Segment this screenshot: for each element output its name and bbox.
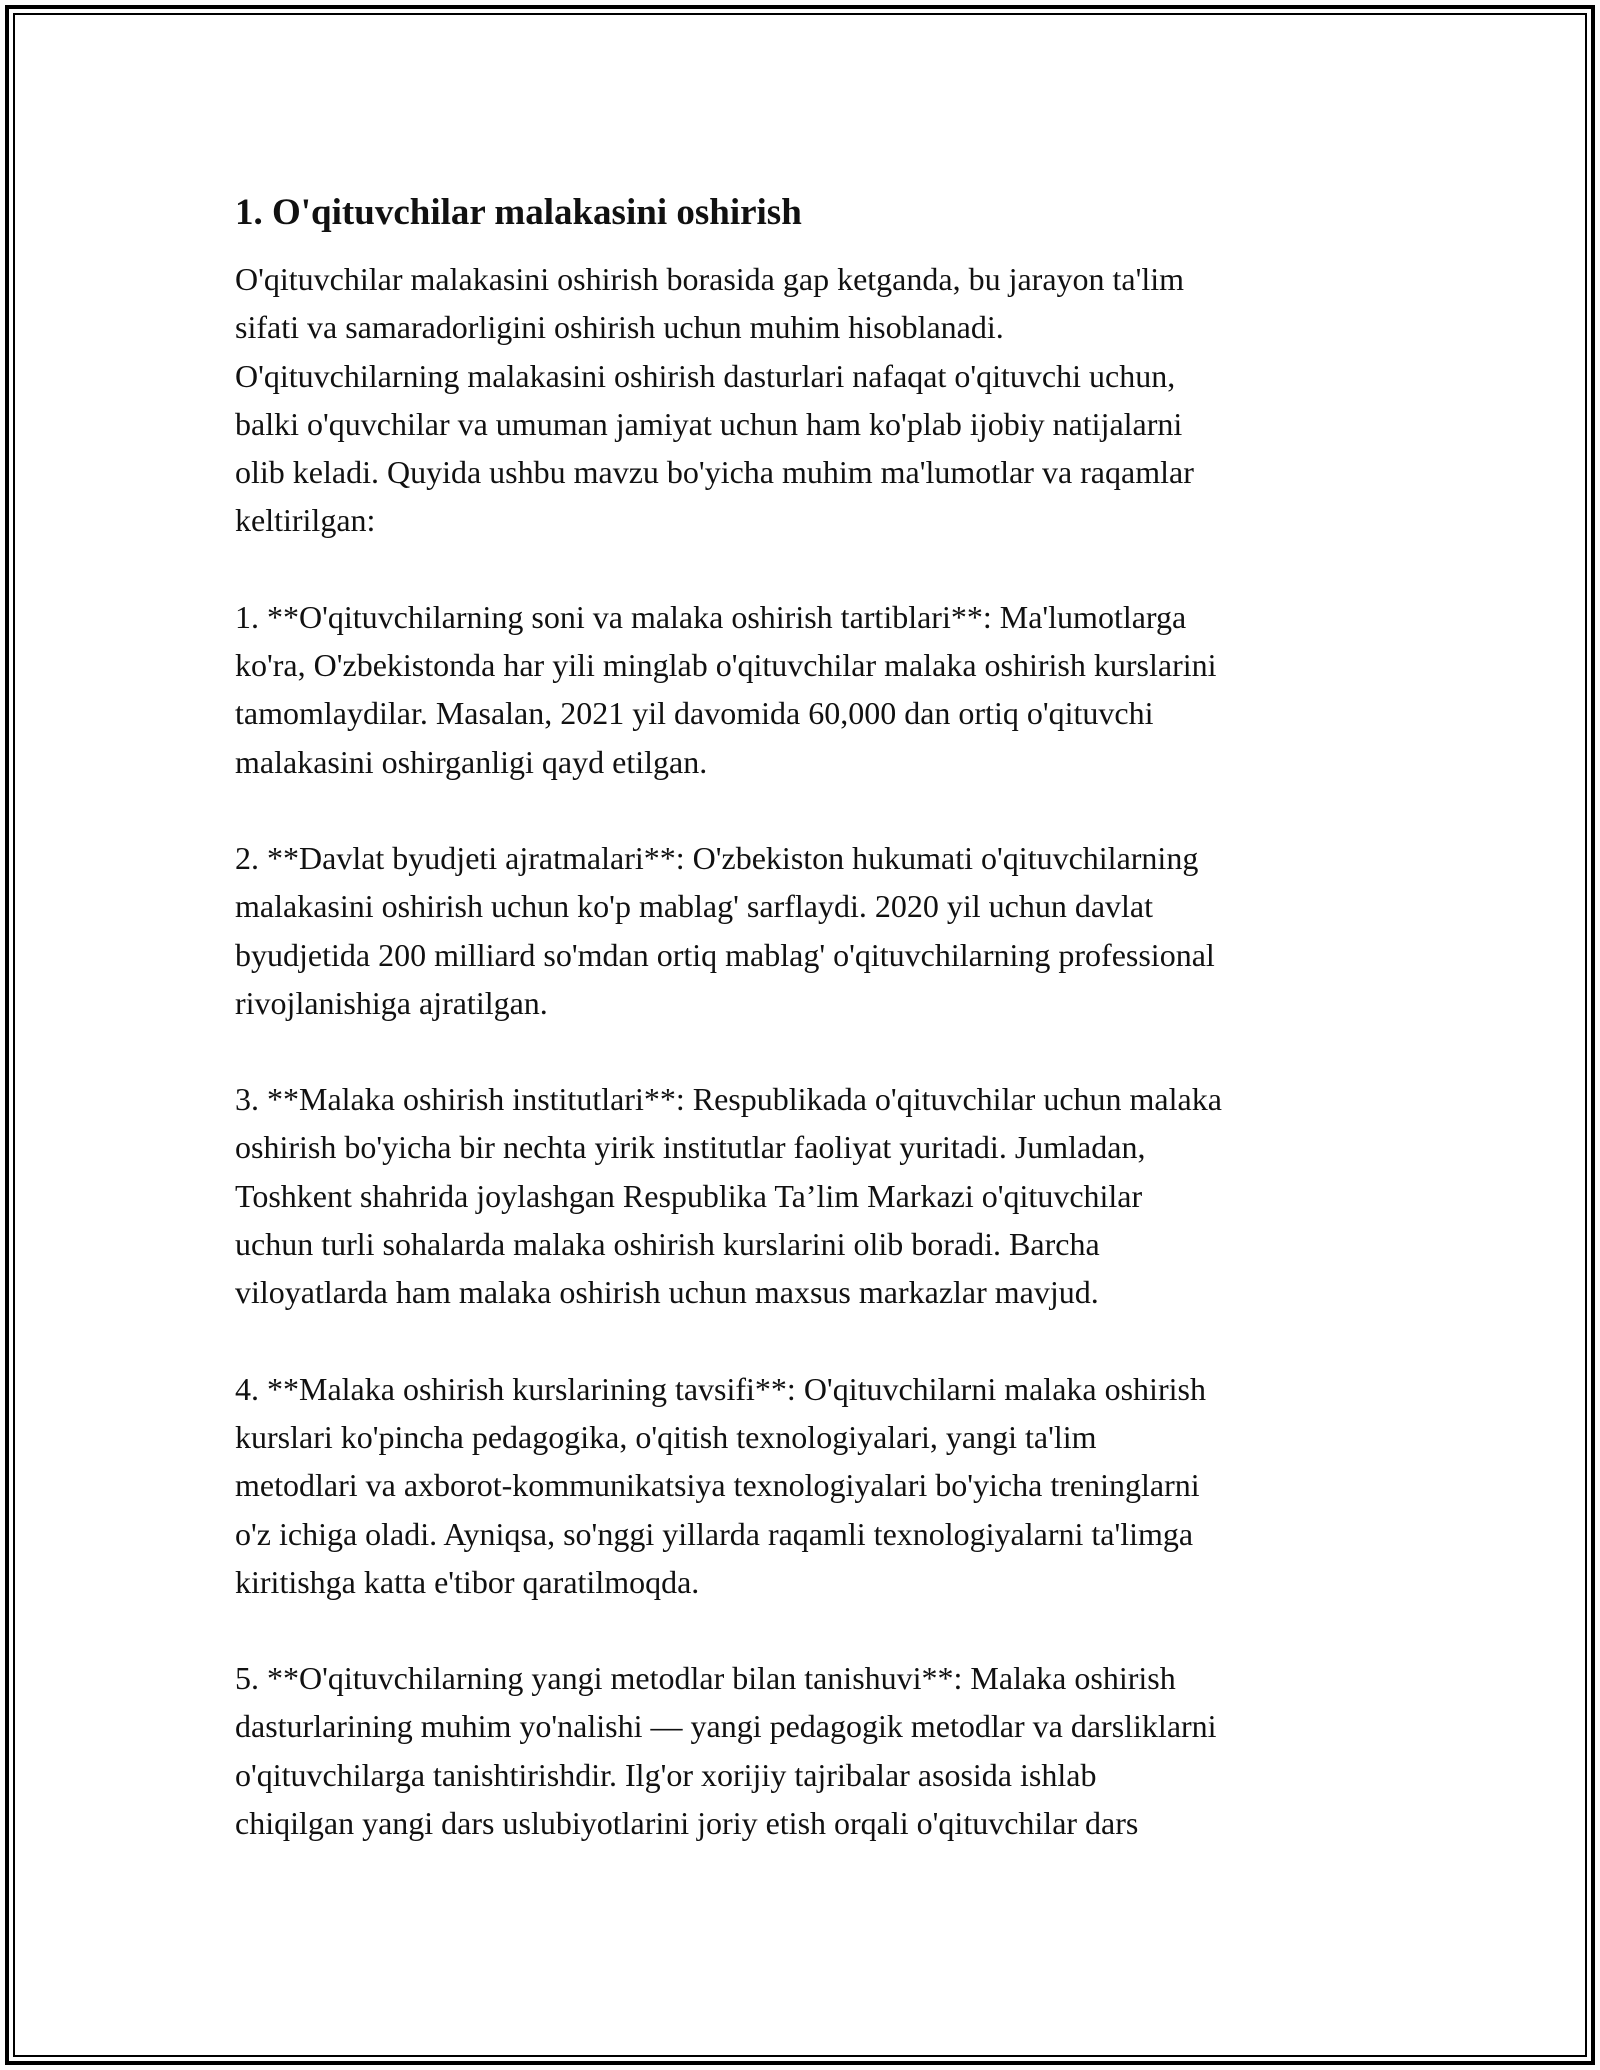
- text-line: oshirish bo'yicha bir nechta yirik institutlar faoliyat yuritadi. Jumladan,: [235, 1129, 1146, 1166]
- text-line: rivojlanishiga ajratilgan.: [235, 984, 548, 1021]
- text-line: byudjetida 200 milliard so'mdan ortiq mablag' o'qituvchilarning professional: [235, 936, 1215, 973]
- intro-paragraph: [235, 255, 1385, 545]
- list-item-1-paragraph: [235, 593, 1385, 786]
- text-line: o'z ichiga oladi. Ayniqsa, so'nggi yillarda raqamli texnologiyalarni ta'limga: [235, 1515, 1194, 1552]
- list-item-2-paragraph: [235, 834, 1385, 1027]
- text-line: keltirilgan:: [235, 502, 376, 539]
- text-line: 4. **Malaka oshirish kurslarining tavsifi**: O'qituvchilarni malaka oshirish: [235, 1370, 1206, 1407]
- text-line: Toshkent shahrida joylashgan Respublika Ta’lim Markazi o'qituvchilar: [235, 1177, 1143, 1214]
- text-line: kiritishga katta e'tibor qaratilmoqda.: [235, 1563, 700, 1600]
- list-item-5-paragraph: [235, 1654, 1385, 1847]
- text-line: 3. **Malaka oshirish institutlari**: Respublikada o'qituvchilar uchun malaka: [235, 1081, 1222, 1118]
- list-item-3-paragraph: [235, 1075, 1385, 1316]
- text-line: o'qituvchilarga tanishtirishdir. Ilg'or xorijiy tajribalar asosida ishlab: [235, 1756, 1097, 1793]
- text-line: O'qituvchilarning malakasini oshirish dasturlari nafaqat o'qituvchi uchun,: [235, 357, 1176, 394]
- text-line: O'qituvchilar malakasini oshirish borasida gap ketganda, bu jarayon ta'lim: [235, 261, 1185, 297]
- text-line: tamomlaydilar. Masalan, 2021 yil davomida 60,000 dan ortiq o'qituvchi: [235, 695, 1154, 732]
- text-line: malakasini oshirganligi qayd etilgan.: [235, 743, 708, 780]
- list-item-4-paragraph: [235, 1365, 1385, 1606]
- document-body: [235, 185, 1385, 1895]
- text-line: uchun turli sohalarda malaka oshirish kurslarini olib boradi. Barcha: [235, 1226, 1100, 1263]
- text-line: 2. **Davlat byudjeti ajratmalari**: O'zbekiston hukumati o'qituvchilarning: [235, 839, 1199, 876]
- text-line: olib keladi. Quyida ushbu mavzu bo'yicha muhim ma'lumotlar va raqamlar: [235, 454, 1194, 491]
- text-line: 5. **O'qituvchilarning yangi metodlar bilan tanishuvi**: Malaka oshirish: [235, 1660, 1176, 1697]
- text-line: chiqilgan yangi dars uslubiyotlarini joriy etish orqali o'qituvchilar dars: [235, 1805, 1139, 1842]
- text-line: ko'ra, O'zbekistonda har yili minglab o'qituvchilar malaka oshirish kurslarini: [235, 647, 1217, 684]
- text-line: malakasini oshirish uchun ko'p mablag' sarflaydi. 2020 yil uchun davlat: [235, 888, 1154, 925]
- text-line: sifati va samaradorligini oshirish uchun muhim hisoblanadi.: [235, 309, 1004, 346]
- text-line: kurslari ko'pincha pedagogika, o'qitish texnologiyalari, yangi ta'lim: [235, 1418, 1097, 1455]
- text-line: dasturlarining muhim yo'nalishi — yangi pedagogik metodlar va darsliklarni: [235, 1708, 1217, 1745]
- section-heading: 1. O'qituvchilar malakasini oshirish: [235, 192, 802, 233]
- text-line: viloyatlarda ham malaka oshirish uchun maxsus markazlar mavjud.: [235, 1274, 1099, 1311]
- text-line: metodlari va axborot-kommunikatsiya texnologiyalari bo'yicha treninglarni: [235, 1467, 1200, 1504]
- text-line: 1. **O'qituvchilarning soni va malaka oshirish tartiblari**: Ma'lumotlarga: [235, 598, 1187, 635]
- text-line: balki o'quvchilar va umuman jamiyat uchun ham ko'plab ijobiy natijalarni: [235, 405, 1183, 442]
